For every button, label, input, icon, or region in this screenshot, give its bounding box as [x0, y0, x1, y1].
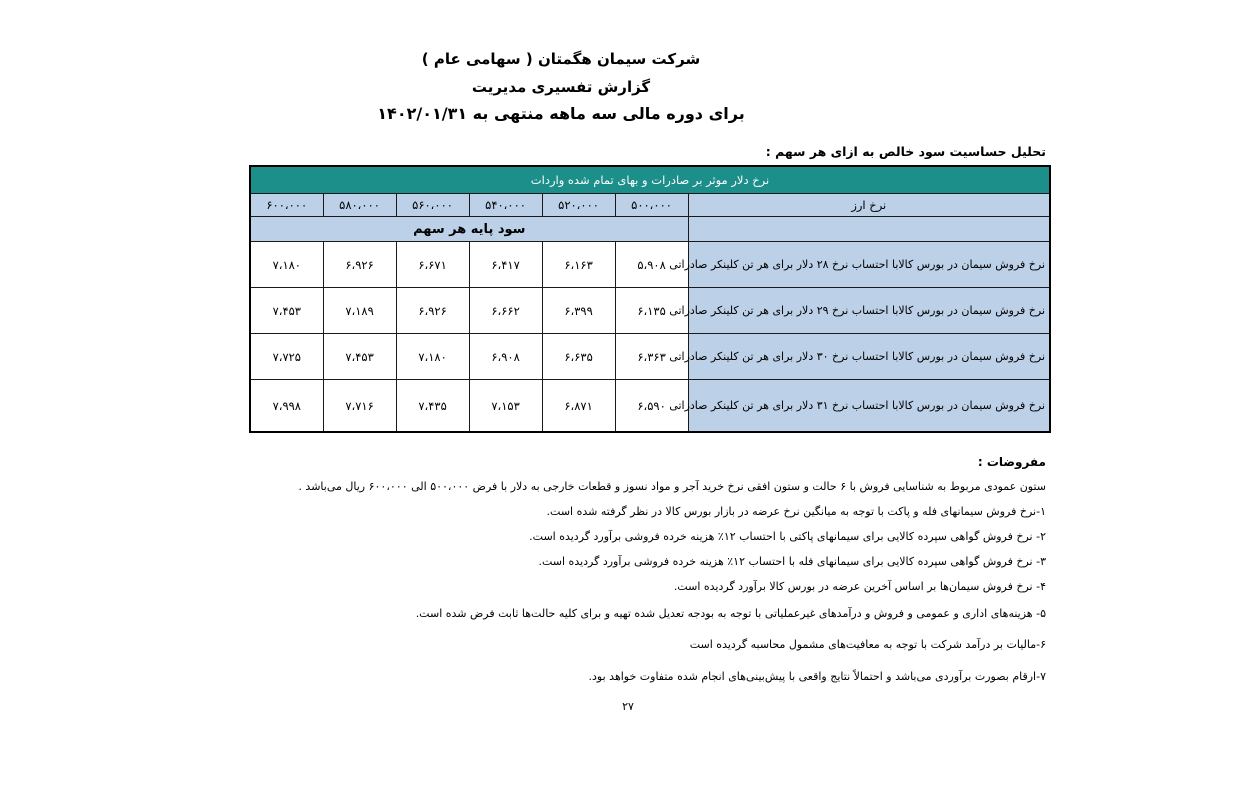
assumption-item: ۲- نرخ فروش گواهی سپرده کالایی برای سیمانهای پاکتی با احتساب ۱۲٪ هزینه خرده فروشی برآورد گردیده است.	[529, 530, 1046, 543]
eps-empty-cell	[688, 217, 1050, 242]
eps-label: سود پایه هر سهم	[250, 217, 688, 242]
value-cell: ۷،۴۵۳	[250, 288, 323, 334]
page-number: ۲۷	[622, 700, 634, 713]
eps-row	[250, 217, 1050, 242]
assumption-item: ۴- نرخ فروش سیمان‌ها بر اساس آخرین عرضه در بورس کالا برآورد گردیده است.	[673, 580, 1046, 593]
assumptions-title: مفروضات :	[977, 455, 1046, 469]
rate-row	[250, 194, 1050, 217]
rate-cell: ۵۰۰،۰۰۰	[615, 194, 688, 217]
value-cell: ۷،۷۲۵	[250, 334, 323, 380]
report-title: گزارش تفسیری مدیریت	[471, 78, 651, 96]
rate-cell: ۵۴۰،۰۰۰	[469, 194, 542, 217]
table-row	[250, 380, 1050, 433]
value-cell: ۶،۹۲۶	[396, 288, 469, 334]
table-row	[250, 242, 1050, 288]
banner-cell: نرخ دلار موثر بر صادرات و بهای تمام شده واردات	[250, 166, 1050, 194]
company-name: شرکت سیمان هگمتان ( سهامی عام )	[421, 50, 701, 68]
value-cell: ۷،۴۳۵	[396, 380, 469, 433]
rate-label: نرخ ارز	[688, 194, 1050, 217]
value-cell: ۶،۹۰۸	[469, 334, 542, 380]
value-cell: ۶،۱۳۵	[615, 288, 688, 334]
rate-cell: ۵۸۰،۰۰۰	[323, 194, 396, 217]
banner-row	[250, 166, 1050, 194]
value-cell: ۷،۱۸۹	[323, 288, 396, 334]
value-cell: ۶،۶۶۲	[469, 288, 542, 334]
assumption-item: ۱-نرخ فروش سیمانهای فله و پاکت با توجه به میانگین نرخ عرضه در بازار بورس کالا در نظر گرفته شده است.	[546, 505, 1046, 518]
row-label: نرخ فروش سیمان در بورس کالابا احتساب نرخ ۳۰ دلار برای هر تن کلینکر صادراتی	[688, 334, 1050, 380]
value-cell: ۶،۴۱۷	[469, 242, 542, 288]
report-period: برای دوره مالی سه ماهه منتهی به ۱۴۰۲/۰۱/۳۱	[377, 104, 745, 123]
value-cell: ۶،۹۲۶	[323, 242, 396, 288]
rate-cell: ۵۲۰،۰۰۰	[542, 194, 615, 217]
value-cell: ۷،۹۹۸	[250, 380, 323, 433]
value-cell: ۷،۴۵۳	[323, 334, 396, 380]
assumptions-intro: ستون عمودی مربوط به شناسایی فروش با ۶ حالت و ستون افقی نرخ خرید آجر و مواد نسوز و قطعات خارجی به دلار با فرض ۵۰۰،۰۰۰ الی ۶۰۰،۰۰۰ ریال می‌باشد .	[298, 480, 1046, 493]
row-label: نرخ فروش سیمان در بورس کالابا احتساب نرخ ۲۹ دلار برای هر تن کلینکر صادراتی	[688, 288, 1050, 334]
table-row	[250, 334, 1050, 380]
section-title: تحلیل حساسیت سود خالص به ازای هر سهم :	[765, 144, 1046, 159]
value-cell: ۵،۹۰۸	[615, 242, 688, 288]
value-cell: ۶،۸۷۱	[542, 380, 615, 433]
value-cell: ۶،۳۹۹	[542, 288, 615, 334]
value-cell: ۷،۷۱۶	[323, 380, 396, 433]
value-cell: ۷،۱۸۰	[396, 334, 469, 380]
value-cell: ۶،۳۶۳	[615, 334, 688, 380]
value-cell: ۷،۱۵۳	[469, 380, 542, 433]
assumption-item: ۵- هزینه‌های اداری و عمومی و فروش و درآمدهای غیرعملیاتی با توجه به بودجه تعدیل شده تهیه و برای کلیه حالت‌ها ثابت فرض شده است.	[415, 607, 1046, 620]
row-label: نرخ فروش سیمان در بورس کالابا احتساب نرخ ۳۱ دلار برای هر تن کلینکر صادراتی	[688, 380, 1050, 433]
value-cell: ۶،۵۹۰	[615, 380, 688, 433]
value-cell: ۶،۱۶۳	[542, 242, 615, 288]
assumption-item: ۷-ارقام بصورت برآوردی می‌باشد و احتمالاً نتایج واقعی با پیش‌بینی‌های انجام شده متفاوت خواهد بود.	[588, 670, 1046, 683]
sensitivity-table	[249, 165, 1051, 433]
table-row	[250, 288, 1050, 334]
value-cell: ۶،۶۷۱	[396, 242, 469, 288]
row-label: نرخ فروش سیمان در بورس کالابا احتساب نرخ ۲۸ دلار برای هر تن کلینکر صادراتی	[688, 242, 1050, 288]
value-cell: ۷،۱۸۰	[250, 242, 323, 288]
assumption-item: ۳- نرخ فروش گواهی سپرده کالایی برای سیمانهای فله با احتساب ۱۲٪ هزینه خرده فروشی برآورد گردیده است.	[538, 555, 1046, 568]
value-cell: ۶،۶۳۵	[542, 334, 615, 380]
assumption-item: ۶-مالیات بر درآمد شرکت با توجه به معافیت‌های مشمول محاسبه گردیده است	[689, 638, 1046, 651]
rate-cell: ۶۰۰،۰۰۰	[250, 194, 323, 217]
rate-cell: ۵۶۰،۰۰۰	[396, 194, 469, 217]
